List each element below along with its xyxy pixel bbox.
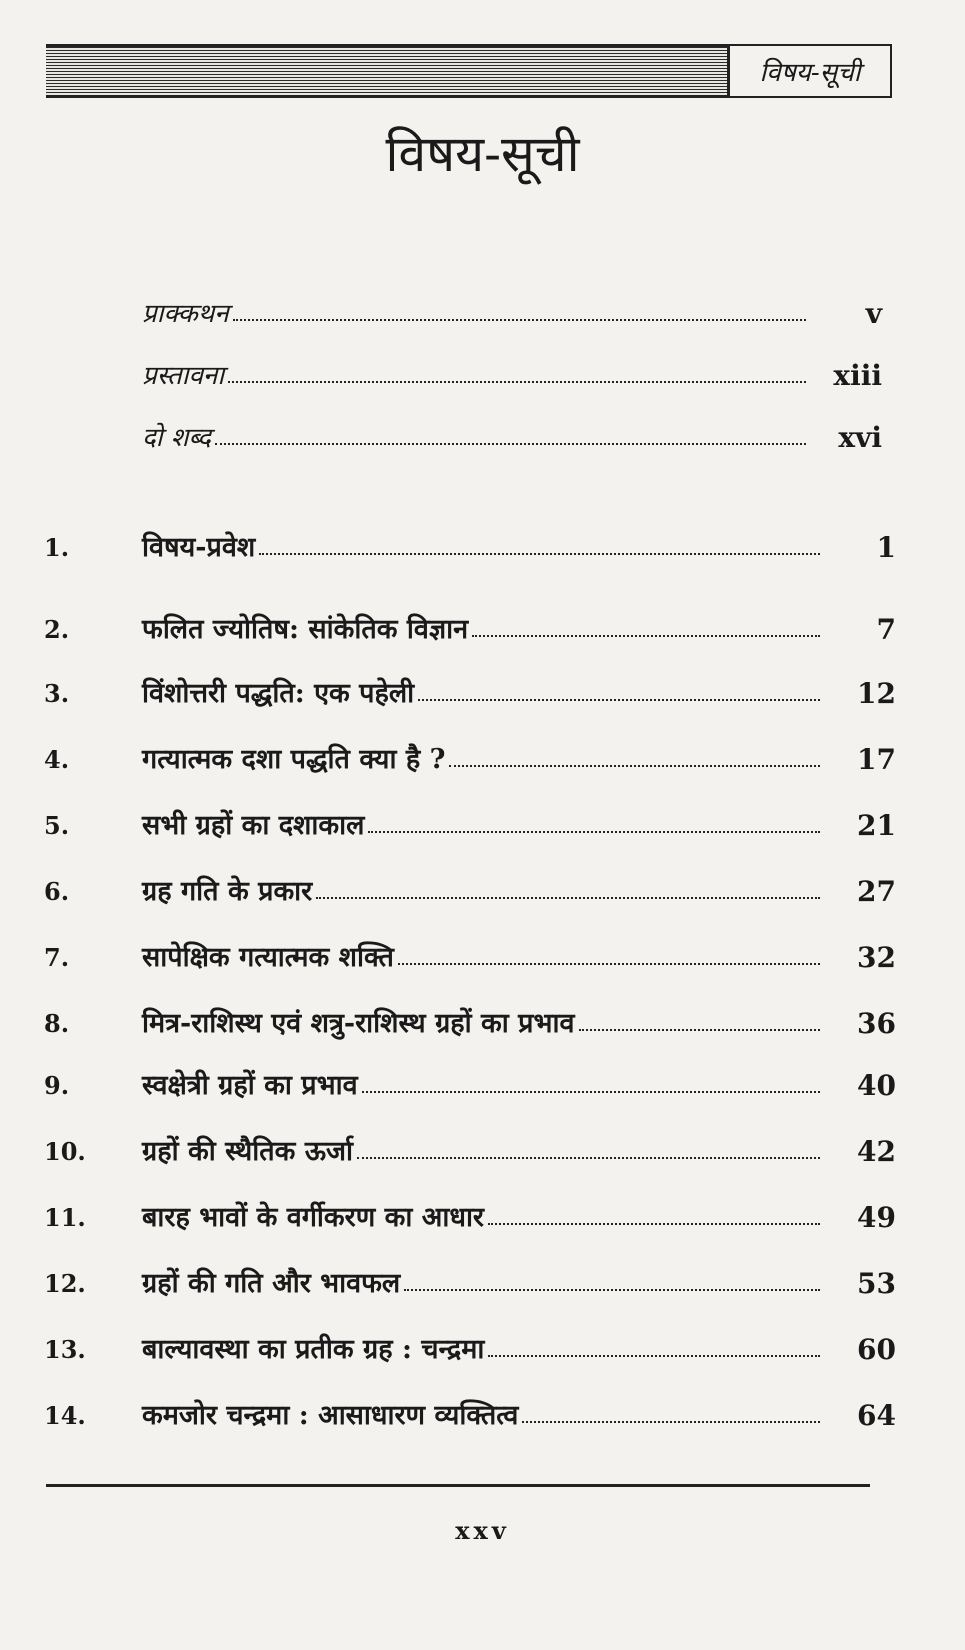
chapter-number: 14. bbox=[44, 1401, 86, 1430]
running-header-label: विषय-सूची bbox=[727, 44, 892, 98]
chapter-page: 17 bbox=[857, 743, 896, 776]
front-matter-title: दो शब्द bbox=[142, 423, 211, 453]
chapter-number: 4. bbox=[44, 745, 70, 774]
chapter-title: विषय-प्रवेश bbox=[142, 532, 256, 563]
chapter-title: कमजोर चन्द्रमा : आसाधारण व्यक्तित्व bbox=[142, 1400, 519, 1431]
dot-leader bbox=[418, 698, 820, 701]
footer-rule bbox=[46, 1484, 870, 1487]
chapter-title: गत्यात्मक दशा पद्धति क्या है ? bbox=[142, 744, 446, 775]
chapter-page: 21 bbox=[857, 809, 896, 842]
chapter-number: 7. bbox=[44, 943, 70, 972]
dot-leader bbox=[233, 318, 806, 321]
chapter-number: 6. bbox=[44, 877, 70, 906]
chapter-title: ग्रहों की गति और भावफल bbox=[142, 1268, 401, 1299]
chapter-page: 64 bbox=[857, 1399, 896, 1432]
dot-leader bbox=[472, 634, 820, 637]
dot-leader bbox=[488, 1354, 820, 1357]
chapter-page: 1 bbox=[876, 531, 896, 564]
dot-leader bbox=[398, 962, 820, 965]
dot-leader bbox=[228, 380, 806, 383]
chapter-number: 8. bbox=[44, 1009, 70, 1038]
chapter-number: 13. bbox=[44, 1335, 86, 1364]
chapter-title: मित्र-राशिस्थ एवं शत्रु-राशिस्थ ग्रहों का प्रभाव bbox=[142, 1008, 575, 1039]
dot-leader bbox=[579, 1028, 820, 1031]
dot-leader bbox=[357, 1156, 820, 1159]
toc-entry bbox=[44, 1060, 896, 1102]
dot-leader bbox=[488, 1222, 820, 1225]
dot-leader bbox=[404, 1288, 820, 1291]
front-matter-page: v bbox=[865, 297, 882, 330]
header-rule-lines bbox=[46, 44, 727, 98]
chapter-page: 53 bbox=[857, 1267, 896, 1300]
chapter-title: सभी ग्रहों का दशाकाल bbox=[142, 810, 365, 841]
toc-entry bbox=[44, 522, 896, 564]
chapter-title: बारह भावों के वर्गीकरण का आधार bbox=[142, 1202, 484, 1233]
chapter-page: 32 bbox=[857, 941, 896, 974]
toc-entry bbox=[44, 1324, 896, 1366]
front-matter-item bbox=[142, 290, 882, 330]
running-header bbox=[46, 44, 892, 98]
chapter-page: 27 bbox=[857, 875, 896, 908]
front-matter-page: xiii bbox=[833, 359, 882, 392]
chapter-number: 3. bbox=[44, 679, 70, 708]
front-matter-item bbox=[142, 414, 882, 454]
chapter-title: सापेक्षिक गत्यात्मक शक्ति bbox=[142, 942, 394, 973]
chapter-title: फलित ज्योतिष: सांकेतिक विज्ञान bbox=[142, 614, 469, 645]
chapter-number: 11. bbox=[44, 1203, 86, 1232]
dot-leader bbox=[522, 1420, 820, 1423]
chapter-page: 42 bbox=[857, 1135, 896, 1168]
toc-entry bbox=[44, 604, 896, 646]
toc-entry bbox=[44, 932, 896, 974]
chapter-page: 49 bbox=[857, 1201, 896, 1234]
page-title: विषय-सूची bbox=[385, 125, 580, 183]
chapter-page: 40 bbox=[857, 1069, 896, 1102]
toc-entry bbox=[44, 668, 896, 710]
chapter-number: 2. bbox=[44, 615, 70, 644]
dot-leader bbox=[259, 552, 820, 555]
toc-entry bbox=[44, 998, 896, 1040]
toc-entry bbox=[44, 866, 896, 908]
chapter-page: 36 bbox=[857, 1007, 896, 1040]
dot-leader bbox=[215, 442, 806, 445]
dot-leader bbox=[368, 830, 820, 833]
chapter-number: 9. bbox=[44, 1071, 70, 1100]
dot-leader bbox=[362, 1090, 820, 1093]
toc-entry bbox=[44, 1258, 896, 1300]
toc-entry bbox=[44, 800, 896, 842]
front-matter-title: प्रस्तावना bbox=[142, 361, 225, 391]
front-matter-item bbox=[142, 352, 882, 392]
chapter-title: ग्रह गति के प्रकार bbox=[142, 876, 313, 907]
toc-entry bbox=[44, 1390, 896, 1432]
chapter-page: 7 bbox=[876, 613, 896, 646]
front-matter-page: xvi bbox=[838, 421, 882, 454]
chapter-page: 60 bbox=[857, 1333, 896, 1366]
front-matter-title: प्राक्कथन bbox=[142, 299, 229, 329]
toc-entry bbox=[44, 1192, 896, 1234]
chapter-number: 5. bbox=[44, 811, 70, 840]
dot-leader bbox=[449, 764, 820, 767]
chapter-title: स्वक्षेत्री ग्रहों का प्रभाव bbox=[142, 1070, 358, 1101]
chapter-title: बाल्यावस्था का प्रतीक ग्रह : चन्द्रमा bbox=[142, 1334, 485, 1365]
chapter-number: 10. bbox=[44, 1137, 86, 1166]
chapter-title: ग्रहों की स्थैतिक ऊर्जा bbox=[142, 1136, 354, 1167]
page-number: xxv bbox=[455, 1516, 510, 1545]
chapter-page: 12 bbox=[857, 677, 896, 710]
chapter-title: विंशोत्तरी पद्धति: एक पहेली bbox=[142, 678, 415, 709]
chapter-number: 12. bbox=[44, 1269, 86, 1298]
chapter-number: 1. bbox=[44, 533, 70, 562]
toc-entry bbox=[44, 734, 896, 776]
dot-leader bbox=[316, 896, 820, 899]
toc-entry bbox=[44, 1126, 896, 1168]
